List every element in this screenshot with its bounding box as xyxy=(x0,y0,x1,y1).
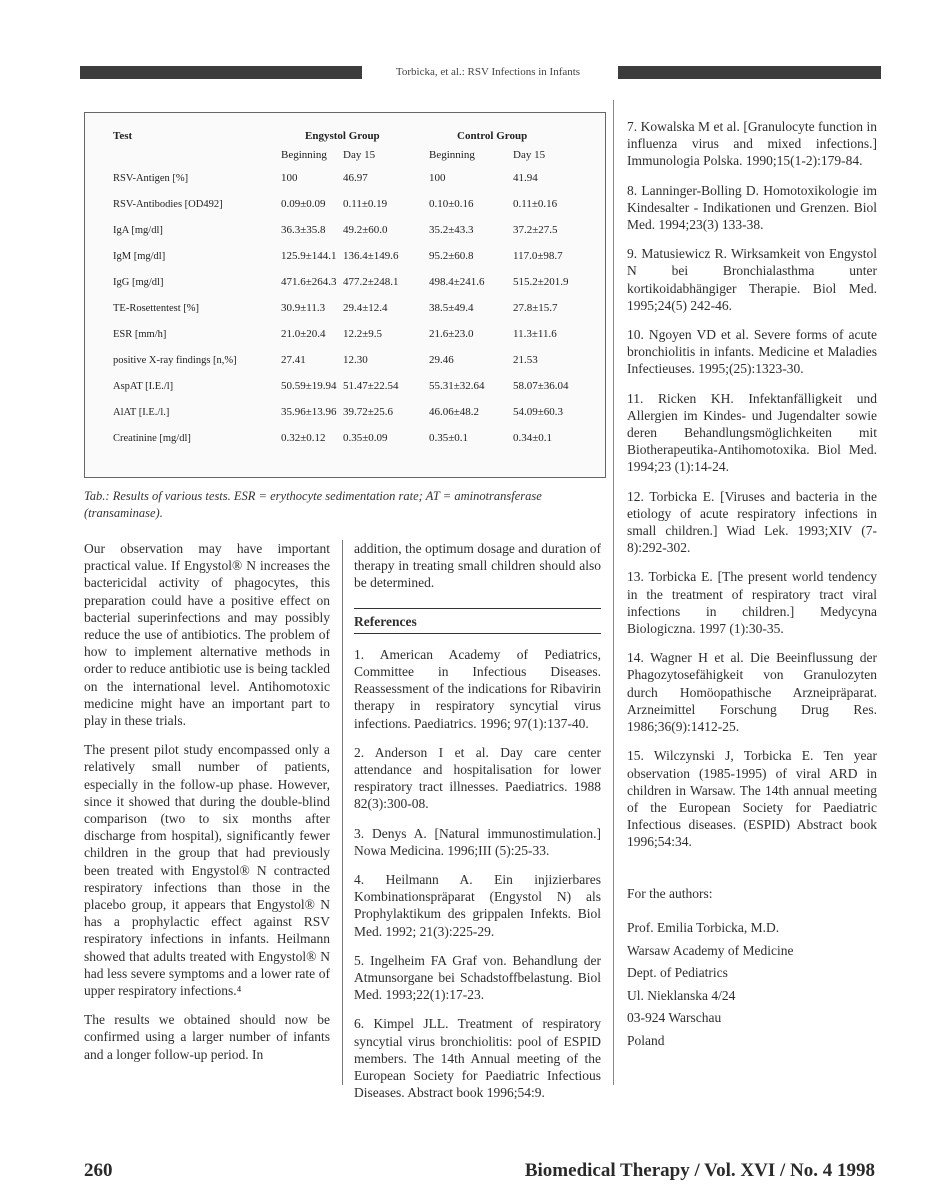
author-label: For the authors: xyxy=(627,885,713,901)
table-cell: 100 xyxy=(429,172,446,184)
table-cell: AlAT [I.E./l.] xyxy=(113,406,170,418)
table-cell: 27.41 xyxy=(281,354,306,366)
table-subheader: Beginning xyxy=(429,149,475,161)
reference-item: 7. Kowalska M et al. [Granulocyte function in influenza virus and mixed infections.] Immunologia Polska. 1990;15(1-2):179-84. xyxy=(627,119,877,169)
reference-item: 1. American Academy of Pediatrics, Committee in Infectious Diseases. Reassessment of the indications for Ribavirin therapy in respiratory syncytial virus infections. Paediatrics. 1996; 97(1):137-40. xyxy=(354,646,601,731)
table-cell: 136.4±149.6 xyxy=(343,250,399,262)
reference-item: 15. Wilczynski J, Torbicka E. Ten year observation (1985-1995) of viral ARD in children in Warsaw. The 14th annual meeting of the European Society for Paediatric Infectious diseases. (ESPID) Abstract book 1996;54:34. xyxy=(627,748,877,850)
table-cell: 0.09±0.09 xyxy=(281,198,326,210)
table-cell: ESR [mm/h] xyxy=(113,328,167,340)
table-cell: 0.10±0.16 xyxy=(429,198,474,210)
table-row xyxy=(85,321,605,347)
reference-item: 2. Anderson I et al. Day care center attendance and hospitalisation for lower respiratory tract illnesses. Paediatrics. 1988 82(3):300-08. xyxy=(354,744,601,812)
table-row xyxy=(85,269,605,295)
table-cell: 515.2±201.9 xyxy=(513,276,569,288)
table-row xyxy=(85,243,605,269)
reference-item: 10. Ngoyen VD et al. Severe forms of acute bronchiolitis in infants. Medicine et Maladies Infectieuses. 1995;(25):1323-30. xyxy=(627,327,877,377)
table-cell: 0.11±0.19 xyxy=(343,198,388,210)
table-row xyxy=(85,347,605,373)
table-cell: 11.3±11.6 xyxy=(513,328,557,340)
reference-item: 6. Kimpel JLL. Treatment of respiratory syncytial virus bronchiolitis: pool of ESPID members. The 14th Annual meeting of the European Society for Paediatric Infectious Diseases. Abstract book 1996;54:9. xyxy=(354,1016,601,1101)
table-row xyxy=(85,165,605,191)
table-cell: RSV-Antigen [%] xyxy=(113,172,189,184)
table-cell: RSV-Antibodies [OD492] xyxy=(113,198,223,210)
table-cell: 95.2±60.8 xyxy=(429,250,474,262)
table-cell: 46.06±48.2 xyxy=(429,406,480,418)
table-header-test: Test xyxy=(113,130,133,142)
table-cell: TE-Rosettentest [%] xyxy=(113,302,200,314)
table-row xyxy=(85,295,605,321)
table-cell: 29.46 xyxy=(429,354,454,366)
author-line: Poland xyxy=(627,1032,665,1048)
table-cell: 50.59±19.94 xyxy=(281,380,337,392)
reference-item: 5. Ingelheim FA Graf von. Behandlung der Atmunsorgane bei Schadstoffbelastung. Biol Med. 1993;22(1):17-23. xyxy=(354,952,601,1003)
table-cell: 125.9±144.1 xyxy=(281,250,337,262)
table-cell: 51.47±22.54 xyxy=(343,380,399,392)
table-cell: 55.31±32.64 xyxy=(429,380,485,392)
table-cell: 37.2±27.5 xyxy=(513,224,558,236)
table-caption: Tab.: Results of various tests. ESR = erythocyte sedimentation rate; AT = aminotransferase (transaminase). xyxy=(84,489,542,520)
running-title: Torbicka, et al.: RSV Infections in Infants xyxy=(395,66,581,78)
author-line: Dept. of Pediatrics xyxy=(627,965,728,981)
table-cell: 30.9±11.3 xyxy=(281,302,326,314)
table-cell: 36.3±35.8 xyxy=(281,224,326,236)
table-row xyxy=(85,399,605,425)
table-cell: 21.53 xyxy=(513,354,538,366)
table-cell: 54.09±60.3 xyxy=(513,406,564,418)
header-rule-right xyxy=(618,66,881,79)
results-table xyxy=(85,127,605,451)
table-cell: 41.94 xyxy=(513,172,538,184)
table-row xyxy=(85,373,605,399)
body-paragraph: The present pilot study encompassed only a relatively small number of patients, especially in the follow-up phase. However, since it showed that during the double-blind comparison (two to six months after discharge from hospital), significantly fewer children in the group that had previously been treated with Engystol® N contracted respiratory infections than those in the placebo group, it appears that Engystol® N has a prophylactic effect against RSV respiratory infections in infants. Heilmann showed that adults treated with Engystol® N had less severe symptoms and a lower rate of upper respiratory infections.⁴ xyxy=(84,742,330,999)
table-cell: 46.97 xyxy=(343,172,368,184)
table-cell: 0.11±0.16 xyxy=(513,198,558,210)
author-line: Warsaw Academy of Medicine xyxy=(627,942,794,958)
table-cell: positive X-ray findings [n,%] xyxy=(113,354,237,366)
table-cell: 12.30 xyxy=(343,354,368,366)
table-cell: 21.0±20.4 xyxy=(281,328,326,340)
table-cell: 35.2±43.3 xyxy=(429,224,474,236)
author-line: 03-924 Warschau xyxy=(627,1010,722,1026)
table-cell: 12.2±9.5 xyxy=(343,328,383,340)
header-rule-left xyxy=(80,66,362,79)
page-number: 260 xyxy=(84,1160,113,1181)
table-cell: 27.8±15.7 xyxy=(513,302,558,314)
table-cell: 58.07±36.04 xyxy=(513,380,569,392)
table-header-control-group: Control Group xyxy=(457,130,528,142)
table-cell: 21.6±23.0 xyxy=(429,328,474,340)
table-subheader: Day 15 xyxy=(513,149,546,161)
table-row xyxy=(85,425,605,451)
table-cell: IgG [mg/dl] xyxy=(113,276,164,288)
references-heading: References xyxy=(354,608,601,634)
author-line: Ul. Nieklanska 4/24 xyxy=(627,987,736,1003)
table-cell: 471.6±264.3 xyxy=(281,276,337,288)
journal-footer: Biomedical Therapy / Vol. XVI / No. 4 1998 xyxy=(524,1160,875,1181)
table-cell: 100 xyxy=(281,172,298,184)
table-cell: 117.0±98.7 xyxy=(513,250,563,262)
reference-item: 3. Denys A. [Natural immunostimulation.] Nowa Medicina. 1996;III (5):25-33. xyxy=(354,825,601,858)
table-cell: 0.35±0.09 xyxy=(343,432,388,444)
reference-item: 11. Ricken KH. Infektanfälligkeit und Allergien im Kindes- und Jugendalter sowie deren Behandlungsmöglichkeiten mit Biotherapeutika-Antihomotoxika. Biol Med. 1994;23 (1):14-24. xyxy=(627,390,877,475)
body-column-1 xyxy=(84,540,330,1063)
body-column-2 xyxy=(354,540,601,1113)
reference-item: 9. Matusiewicz R. Wirksamkeit von Engystol N bei Bronchialasthma unter kortikoidabhängiger Therapie. Biol Med. 1995;24(5) 242-46. xyxy=(627,246,877,313)
body-column-3 xyxy=(627,118,877,1052)
table-cell: IgM [mg/dl] xyxy=(113,250,166,262)
reference-item: 12. Torbicka E. [Viruses and bacteria in the etiology of acute respiratory infections in small children.] Wiad Lek. 1993;XIV (7-8):292-302. xyxy=(627,488,877,556)
reference-item: 14. Wagner H et al. Die Beeinflussung der Phagozytosefähigkeit von Granulozyten durch Homöopathische Arzneipräparat. Arzneimittel Forschung Drug Res. 1986;36(9):1412-25. xyxy=(627,650,877,735)
reference-item: 8. Lanninger-Bolling D. Homotoxikologie im Kindesalter - Indikationen und Grenzen. Biol Med. 1994;23(3) 133-38. xyxy=(627,182,877,233)
body-paragraph: The results we obtained should now be confirmed using a larger number of infants and a longer follow-up period. In xyxy=(84,1012,330,1062)
table-cell: 0.35±0.1 xyxy=(429,432,469,444)
table-header-engystol-group: Engystol Group xyxy=(305,130,380,142)
table-cell: 498.4±241.6 xyxy=(429,276,485,288)
author-line: Prof. Emilia Torbicka, M.D. xyxy=(627,920,780,936)
table-cell: 477.2±248.1 xyxy=(343,276,399,288)
body-paragraph: addition, the optimum dosage and duration of therapy in treating small children should also be determined. xyxy=(354,541,601,591)
table-cell: 49.2±60.0 xyxy=(343,224,388,236)
table-cell: 35.96±13.96 xyxy=(281,406,337,418)
table-row xyxy=(85,217,605,243)
table-cell: 0.32±0.12 xyxy=(281,432,326,444)
table-row xyxy=(85,191,605,217)
table-sub-header-row xyxy=(85,145,605,165)
table-cell: 0.34±0.1 xyxy=(513,432,553,444)
table-cell: 29.4±12.4 xyxy=(343,302,388,314)
table-subheader: Beginning xyxy=(281,149,327,161)
table-cell: 39.72±25.6 xyxy=(343,406,394,418)
author-contact xyxy=(627,883,877,1053)
results-table-box xyxy=(84,112,606,478)
body-paragraph: Our observation may have important practical value. If Engystol® N increases the bactericidal activity of phagocytes, this preparation could have a positive effect on bacterial superinfections and may possibly reduce the use of antibiotics. The problem of how to implement alternative methods in order to reduce antibiotic use is being tackled on the international level. Antihomotoxic medicine might have an important part to play in these trials. xyxy=(84,541,330,729)
reference-item: 13. Torbicka E. [The present world tendency in the treatment of respiratory tract viral infections in children.] Medycyna Biologiczna. 1997 (1):30-35. xyxy=(627,569,877,637)
column-divider xyxy=(342,540,343,1085)
table-group-header-row xyxy=(85,127,605,145)
table-cell: AspAT [I.E./l] xyxy=(113,380,174,392)
table-cell: IgA [mg/dl] xyxy=(113,224,163,236)
table-cell: 38.5±49.4 xyxy=(429,302,474,314)
table-subheader: Day 15 xyxy=(343,149,376,161)
table-subheader xyxy=(85,145,261,165)
column-divider xyxy=(613,100,614,1085)
reference-item: 4. Heilmann A. Ein injizierbares Kombinationspräparat (Engystol N) als Prophylaktikum des grippalen Infekts. Biol Med. 1992; 21(3):225-29. xyxy=(354,872,601,939)
table-cell: Creatinine [mg/dl] xyxy=(113,432,191,444)
